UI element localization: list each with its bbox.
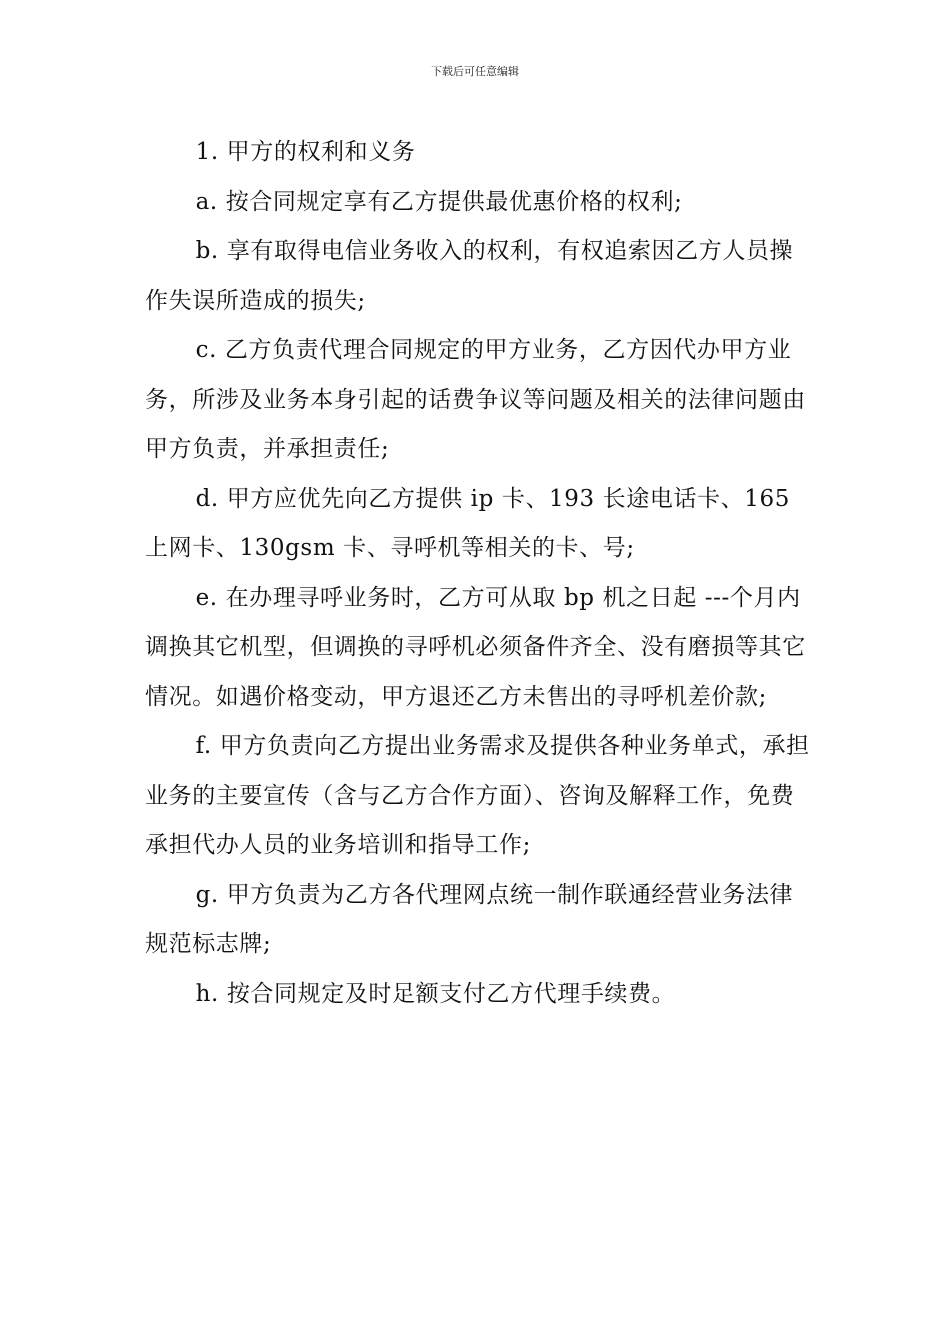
clause-b: b. 享有取得电信业务收入的权利，有权追索因乙方人员操作失误所造成的损失; — [145, 238, 794, 314]
header-note: 下载后可任意编辑 — [431, 65, 519, 78]
document-body — [145, 128, 810, 1019]
page-header — [0, 64, 950, 80]
clause-e: e. 在办理寻呼业务时，乙方可从取 bp 机之日起 ---个月内调换其它机型，但调换的寻呼机必须备件齐全、没有磨损等其它情况。如遇价格变动，甲方退还乙方未售出的寻呼机差价款; — [145, 584, 806, 710]
clause-g: g. 甲方负责为乙方各代理网点统一制作联通经营业务法律规范标志牌; — [145, 881, 794, 957]
clause-h: h. 按合同规定及时足额支付乙方代理手续费。 — [195, 980, 676, 1007]
section-heading: 1. 甲方的权利和义务 — [195, 139, 416, 165]
clause-c: c. 乙方负责代理合同规定的甲方业务，乙方因代办甲方业务，所涉及业务本身引起的话费争议等问题及相关的法律问题由甲方负责，并承担责任; — [145, 337, 806, 462]
clause-d: d. 甲方应优先向乙方提供 ip 卡、193 长途电话卡、165 上网卡、130gsm 卡、寻呼机等相关的卡、号; — [145, 485, 790, 561]
clause-f: f. 甲方负责向乙方提出业务需求及提供各种业务单式，承担业务的主要宣传（含与乙方合作方面）、咨询及解释工作，免费承担代办人员的业务培训和指导工作; — [145, 733, 810, 858]
clause-a: a. 按合同规定享有乙方提供最优惠价格的权利; — [195, 188, 683, 215]
